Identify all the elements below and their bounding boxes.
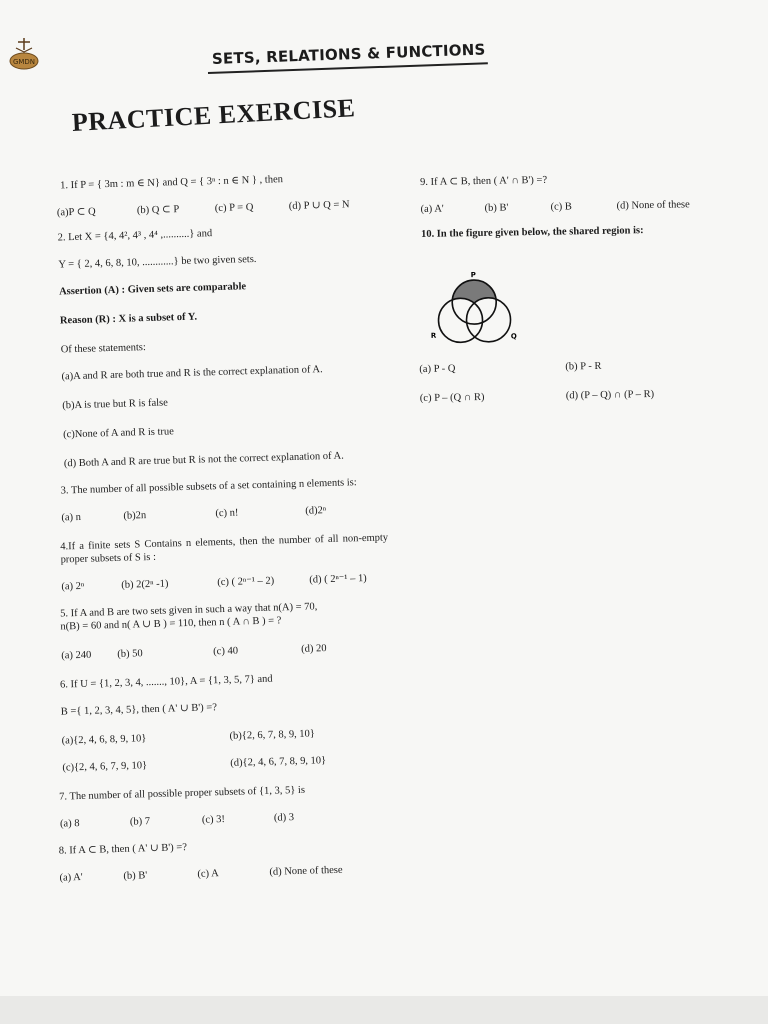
question-9 [420, 171, 711, 216]
option-b: (b) B' [484, 202, 509, 214]
option-b: (b) P - R [565, 360, 602, 373]
label-p: P [470, 271, 476, 280]
question-text: 2. Let X = {4, 4², 4³ , 4⁴ ,..........} and [57, 228, 213, 244]
option-a: (a) A' [420, 203, 444, 215]
option-c: (c)None of A and R is true [62, 426, 175, 441]
question-2 [57, 222, 386, 470]
question-text-2: B ={ 1, 2, 3, 4, 5}, then ( A' ∪ B') =? [60, 702, 218, 718]
question-text: 5. If A and B are two sets given in such a way that n(A) = 70, [59, 601, 318, 620]
option-d: (d) P ∪ Q = N [288, 199, 350, 213]
question-4 [60, 531, 389, 593]
option-d: (d) 3 [273, 812, 295, 824]
option-b: (b) Q ⊂ P [136, 204, 180, 217]
right-column [420, 171, 714, 405]
option-a: (a) 2ⁿ [61, 580, 85, 593]
reason: Reason (R) : X is a subset of Y. [59, 311, 198, 327]
label-r: R [430, 331, 437, 340]
question-text: 8. If A ⊂ B, then ( A' ∪ B') =? [58, 842, 188, 857]
question-text: 6. If U = {1, 2, 3, 4, ......., 10}, A = {1, 3, 5, 7} and [59, 673, 273, 691]
option-c: (c) 40 [213, 645, 239, 658]
chapter-title: SETS, RELATIONS & FUNCTIONS [211, 40, 486, 68]
question-6 [60, 669, 395, 774]
assertion: Assertion (A) : Given sets are comparable [58, 281, 247, 298]
question-text: 3. The number of all possible subsets of a set containing n elements is: [60, 477, 357, 497]
institute-logo [8, 36, 40, 72]
option-b: (b) B' [123, 870, 148, 882]
question-5 [60, 598, 391, 662]
option-b: (b) 7 [129, 816, 151, 828]
page-title: PRACTICE EXERCISE [71, 93, 357, 137]
question-text: 4.If a finite sets S Contains n elements, then the number of all non-empty proper subsets of S is : [60, 532, 389, 566]
option-b: (b) 50 [117, 648, 143, 660]
option-c: (c) A [197, 868, 219, 880]
option-d: (d) 20 [301, 643, 327, 655]
option-d: (d) None of these [616, 199, 690, 212]
question-10 [421, 223, 714, 405]
question-text-2: Y = { 2, 4, 6, 8, 10, ............} be two given sets. [58, 253, 257, 271]
option-a: (a){2, 4, 6, 8, 9, 10} [61, 733, 147, 747]
question-text: 7. The number of all possible proper subsets of {1, 3, 5} is [59, 784, 306, 803]
option-c: (c) ( 2ⁿ⁻¹ – 2) [217, 575, 275, 589]
venn-diagram [421, 242, 712, 341]
option-a: (a) n [61, 511, 82, 524]
question-text-2: n(B) = 60 and n( A ∪ B ) = 110, then n ( A ∩ B ) = ? [60, 615, 282, 633]
question-text: 1. If P = { 3m : m ∈ N} and Q = { 3ⁿ : n ∈ N } , then [60, 174, 284, 192]
question-text: 9. If A ⊂ B, then ( A' ∩ B') =? [420, 174, 548, 188]
of-these-statements: Of these statements: [60, 342, 147, 356]
question-7 [59, 781, 396, 830]
option-a: (a)P ⊂ Q [56, 206, 96, 219]
option-d: (d)2ⁿ [305, 505, 327, 517]
option-c: (c){2, 4, 6, 7, 9, 10} [62, 760, 148, 774]
option-b: (b)2n [123, 510, 147, 522]
question-3 [61, 475, 388, 524]
option-b: (b){2, 6, 7, 8, 9, 10} [229, 728, 316, 742]
logo-text: GMDN [12, 58, 36, 66]
option-c: (c) P – (Q ∩ R) [419, 391, 485, 405]
question-text: 10. In the figure given below, the shared region is: [420, 225, 644, 240]
label-q: Q [510, 332, 517, 341]
option-a: (a) P - Q [419, 363, 456, 376]
option-d: (d) Both A and R are true but R is not the correct explanation of A. [63, 450, 344, 470]
venn-svg [422, 267, 544, 357]
option-c: (c) 3! [201, 814, 226, 826]
question-8 [59, 835, 398, 884]
option-c: (c) B [550, 201, 572, 213]
option-a: (a) 240 [61, 649, 92, 662]
question-1 [38, 171, 379, 220]
option-a: (a) 8 [59, 818, 80, 830]
option-d: (d){2, 4, 6, 7, 8, 9, 10} [230, 755, 327, 769]
option-d: (d) (P – Q) ∩ (P – R) [565, 388, 655, 402]
option-a: (a) A' [59, 872, 83, 884]
option-b: (b) 2(2ⁿ -1) [121, 578, 169, 591]
option-d: (d) ( 2ⁿ⁻¹ – 1) [309, 572, 367, 586]
left-column [38, 171, 398, 885]
option-c: (c) P = Q [214, 202, 254, 215]
option-b: (b)A is true but R is false [62, 397, 169, 412]
option-d: (d) None of these [269, 864, 343, 878]
option-a: (a)A and R are both true and R is the correct explanation of A. [61, 364, 323, 383]
option-c: (c) n! [215, 507, 239, 520]
